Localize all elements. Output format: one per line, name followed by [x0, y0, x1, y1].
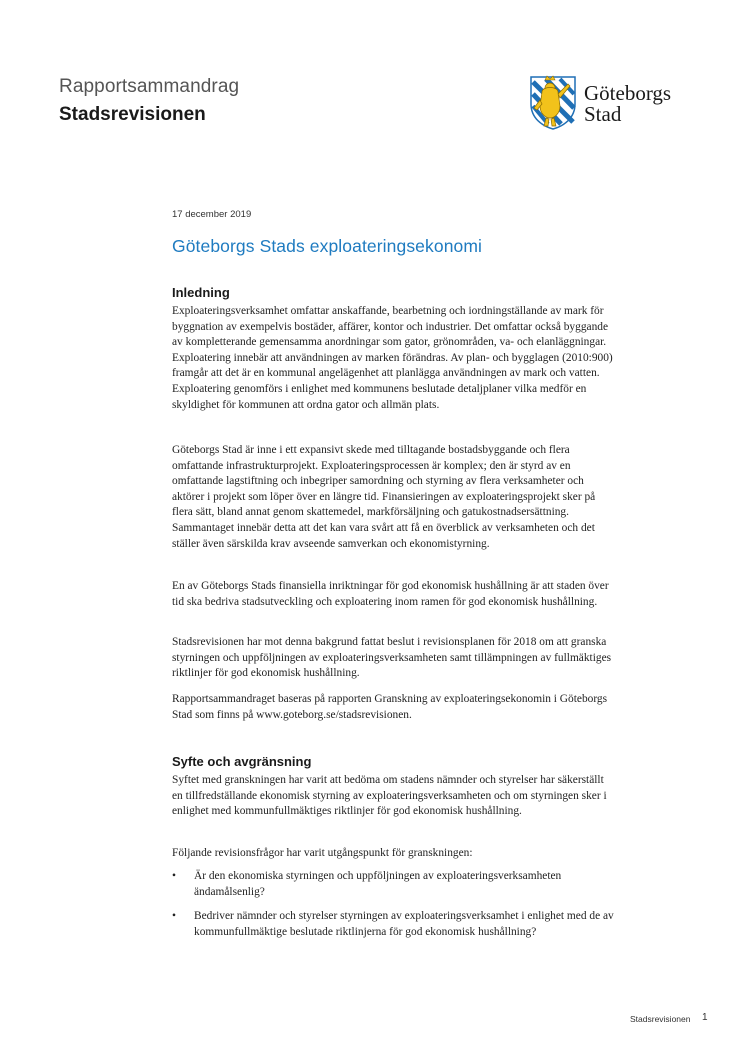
paragraph: Göteborgs Stad är inne i ett expansivt skede med tilltagande bostadsbyggande och flera omfattande infrastrukturprojekt. Exploateringsprocessen är komplex; den är styrd av en omfattande lagstiftning och inbegriper samordning och styrning av flera verksamheter och aktörer i projekt som löper över en längre tid. Finansieringen av exploateringsprojekt sker på flera sätt, bland annat genom skattemedel, markförsäljning och gatukostnadsersättning. Sammantaget innebär detta att det kan vara svårt att få en överblick av verksamheten och det ställer även särskilda krav avseende samverkan och ekonomistyrning. [172, 444, 596, 550]
header-subtitle: Stadsrevisionen [59, 104, 206, 125]
list-item-text: Är den ekonomiska styrningen och uppföljningen av exploateringsverksamheten ändamålsenlig? [194, 870, 562, 898]
paragraph: Rapportsammandraget baseras på rapporten Granskning av exploateringsekonomin i Göteborgs Stad som finns på www.goteborg.se/stadsrevisionen. [172, 693, 608, 721]
bullet-icon: • [172, 870, 176, 882]
logo-wordmark [584, 83, 671, 125]
header-title: Rapportsammandrag [59, 76, 240, 97]
paragraph: En av Göteborgs Stads finansiella inriktningar för god ekonomisk hushållning är att staden över tid ska bedriva stadsutveckling och exploatering inom ramen för god ekonomisk hushållning. [172, 580, 609, 608]
bullet-icon: • [172, 910, 176, 922]
footer-label: Stadsrevisionen [630, 1014, 691, 1024]
paragraph: Syftet med granskningen har varit att bedöma om stadens nämnder och styrelser har säkerställt en tillfredställande ekonomisk styrning av exploateringsverksamheten och om styrningen sker i enlighet med kommunfullmäktiges riktlinjer för god ekonomisk hushållning. [172, 774, 607, 818]
page-number: 1 [702, 1012, 708, 1023]
list-item-text: Bedriver nämnder och styrelser styrningen av exploateringsverksamhet i enlighet med de av kommunfullmäktige beslutade riktlinjerna för god ekonomisk hushållning? [194, 910, 614, 938]
paragraph: Exploateringsverksamhet omfattar anskaffande, bearbetning och iordningställande av mark för byggnation av exempelvis bostäder, affärer, kontor och industrier. Det omfattar också byggande av kompletterande gemensamma anordningar som gator, grönområden, va- och elanläggningar. Exploatering innebär att användningen av marken förändras. Av plan- och bygglagen (2010:900) framgår att det är en kommunal angelägenhet att planlägga användningen av mark och vatten. Exploatering genomförs i enlighet med kommunens beslutade detaljplaner vilka medför en skyldighet för kommunen att ordna gator och allmän plats. [172, 305, 613, 411]
document-title: Göteborgs Stads exploateringsekonomi [172, 236, 483, 256]
paragraph: Stadsrevisionen har mot denna bakgrund fattat beslut i revisionsplanen för 2018 om att granska styrningen och uppföljningen av exploateringsverksamheten samt tillämpningen av fullmäktiges riktlinjer för god ekonomisk hushållning. [172, 636, 612, 680]
city-logo [528, 74, 688, 130]
logo-line-1: Göteborgs [584, 81, 672, 105]
logo-line-2: Stad [584, 102, 622, 126]
paragraph: Följande revisionsfrågor har varit utgångspunkt för granskningen: [172, 847, 473, 859]
document-date: 17 december 2019 [172, 209, 252, 220]
city-coat-of-arms-icon [528, 74, 578, 130]
section-heading-intro: Inledning [172, 285, 230, 300]
section-heading-purpose: Syfte och avgränsning [172, 754, 312, 769]
